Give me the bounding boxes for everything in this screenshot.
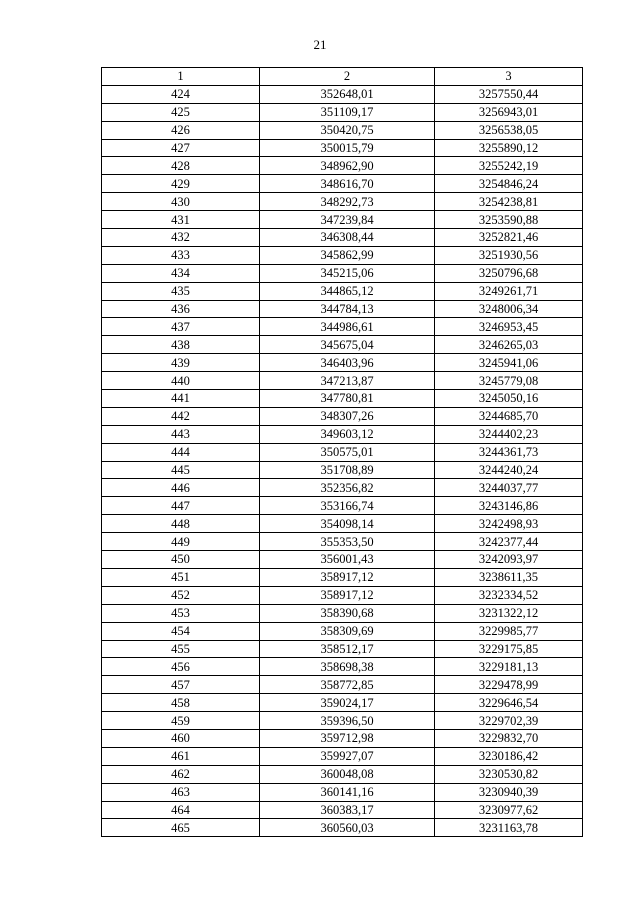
x-coordinate-cell: 354098,14 [260, 515, 435, 533]
table-row [102, 694, 583, 712]
x-coordinate-cell: 344784,13 [260, 300, 435, 318]
table-row [102, 604, 583, 622]
y-coordinate-cell: 3229181,13 [435, 658, 583, 676]
x-coordinate-cell: 355353,50 [260, 533, 435, 551]
x-coordinate-cell: 345862,99 [260, 246, 435, 264]
table-row [102, 390, 583, 408]
x-coordinate-cell: 360560,03 [260, 819, 435, 837]
x-coordinate-cell: 350420,75 [260, 121, 435, 139]
y-coordinate-cell: 3242377,44 [435, 533, 583, 551]
table-row [102, 443, 583, 461]
y-coordinate-cell: 3230530,82 [435, 765, 583, 783]
x-coordinate-cell: 347780,81 [260, 390, 435, 408]
y-coordinate-cell: 3231163,78 [435, 819, 583, 837]
table-row [102, 747, 583, 765]
y-coordinate-cell: 3246953,45 [435, 318, 583, 336]
x-coordinate-cell: 347213,87 [260, 372, 435, 390]
y-coordinate-cell: 3251930,56 [435, 246, 583, 264]
table-row [102, 783, 583, 801]
y-coordinate-cell: 3245941,06 [435, 354, 583, 372]
x-coordinate-cell: 346403,96 [260, 354, 435, 372]
x-coordinate-cell: 351109,17 [260, 103, 435, 121]
table-row [102, 354, 583, 372]
x-coordinate-cell: 348962,90 [260, 157, 435, 175]
table-row [102, 425, 583, 443]
table-row [102, 193, 583, 211]
x-coordinate-cell: 356001,43 [260, 551, 435, 569]
point-number-cell: 455 [102, 640, 260, 658]
table-row [102, 407, 583, 425]
y-coordinate-cell: 3257550,44 [435, 85, 583, 103]
y-coordinate-cell: 3244240,24 [435, 461, 583, 479]
y-coordinate-cell: 3229832,70 [435, 729, 583, 747]
table-row [102, 586, 583, 604]
x-coordinate-cell: 346308,44 [260, 229, 435, 247]
y-coordinate-cell: 3245050,16 [435, 390, 583, 408]
y-coordinate-cell: 3252821,46 [435, 229, 583, 247]
y-coordinate-cell: 3230977,62 [435, 801, 583, 819]
y-coordinate-cell: 3242093,97 [435, 551, 583, 569]
x-coordinate-cell: 345215,06 [260, 264, 435, 282]
y-coordinate-cell: 3244402,23 [435, 425, 583, 443]
point-number-cell: 436 [102, 300, 260, 318]
y-coordinate-cell: 3245779,08 [435, 372, 583, 390]
table-row [102, 801, 583, 819]
x-coordinate-cell: 348616,70 [260, 175, 435, 193]
table-row [102, 211, 583, 229]
column-header-2: 2 [260, 68, 435, 86]
point-number-cell: 426 [102, 121, 260, 139]
y-coordinate-cell: 3250796,68 [435, 264, 583, 282]
point-number-cell: 463 [102, 783, 260, 801]
table-row [102, 568, 583, 586]
x-coordinate-cell: 348307,26 [260, 407, 435, 425]
coordinates-table [101, 67, 583, 837]
x-coordinate-cell: 345675,04 [260, 336, 435, 354]
point-number-cell: 428 [102, 157, 260, 175]
point-number-cell: 439 [102, 354, 260, 372]
x-coordinate-cell: 348292,73 [260, 193, 435, 211]
table-row [102, 103, 583, 121]
table-row [102, 282, 583, 300]
x-coordinate-cell: 358917,12 [260, 568, 435, 586]
x-coordinate-cell: 350015,79 [260, 139, 435, 157]
point-number-cell: 425 [102, 103, 260, 121]
table-row [102, 85, 583, 103]
x-coordinate-cell: 353166,74 [260, 497, 435, 515]
x-coordinate-cell: 358698,38 [260, 658, 435, 676]
x-coordinate-cell: 351708,89 [260, 461, 435, 479]
table-row [102, 372, 583, 390]
x-coordinate-cell: 347239,84 [260, 211, 435, 229]
point-number-cell: 430 [102, 193, 260, 211]
table-row [102, 157, 583, 175]
table-row [102, 622, 583, 640]
y-coordinate-cell: 3229702,39 [435, 712, 583, 730]
point-number-cell: 437 [102, 318, 260, 336]
x-coordinate-cell: 344865,12 [260, 282, 435, 300]
table-row [102, 676, 583, 694]
x-coordinate-cell: 360141,16 [260, 783, 435, 801]
y-coordinate-cell: 3230940,39 [435, 783, 583, 801]
y-coordinate-cell: 3238611,35 [435, 568, 583, 586]
y-coordinate-cell: 3244361,73 [435, 443, 583, 461]
table-row [102, 121, 583, 139]
point-number-cell: 454 [102, 622, 260, 640]
y-coordinate-cell: 3229478,99 [435, 676, 583, 694]
y-coordinate-cell: 3230186,42 [435, 747, 583, 765]
x-coordinate-cell: 359396,50 [260, 712, 435, 730]
table-row [102, 229, 583, 247]
table-row [102, 729, 583, 747]
point-number-cell: 435 [102, 282, 260, 300]
point-number-cell: 456 [102, 658, 260, 676]
table-body [102, 85, 583, 836]
y-coordinate-cell: 3255890,12 [435, 139, 583, 157]
point-number-cell: 429 [102, 175, 260, 193]
x-coordinate-cell: 359024,17 [260, 694, 435, 712]
table-row [102, 461, 583, 479]
table-row [102, 479, 583, 497]
point-number-cell: 440 [102, 372, 260, 390]
y-coordinate-cell: 3243146,86 [435, 497, 583, 515]
y-coordinate-cell: 3229175,85 [435, 640, 583, 658]
x-coordinate-cell: 359927,07 [260, 747, 435, 765]
table-row [102, 658, 583, 676]
point-number-cell: 451 [102, 568, 260, 586]
point-number-cell: 441 [102, 390, 260, 408]
table-row [102, 318, 583, 336]
page-number: 21 [313, 37, 327, 52]
y-coordinate-cell: 3246265,03 [435, 336, 583, 354]
y-coordinate-cell: 3244037,77 [435, 479, 583, 497]
y-coordinate-cell: 3253590,88 [435, 211, 583, 229]
point-number-cell: 443 [102, 425, 260, 443]
table-row [102, 246, 583, 264]
x-coordinate-cell: 352648,01 [260, 85, 435, 103]
table-row [102, 175, 583, 193]
x-coordinate-cell: 349603,12 [260, 425, 435, 443]
table-row [102, 712, 583, 730]
point-number-cell: 447 [102, 497, 260, 515]
x-coordinate-cell: 358309,69 [260, 622, 435, 640]
point-number-cell: 433 [102, 246, 260, 264]
point-number-cell: 438 [102, 336, 260, 354]
table-row [102, 819, 583, 837]
table-row [102, 551, 583, 569]
point-number-cell: 462 [102, 765, 260, 783]
point-number-cell: 460 [102, 729, 260, 747]
point-number-cell: 434 [102, 264, 260, 282]
table-row [102, 264, 583, 282]
point-number-cell: 446 [102, 479, 260, 497]
table-row [102, 515, 583, 533]
x-coordinate-cell: 360048,08 [260, 765, 435, 783]
point-number-cell: 450 [102, 551, 260, 569]
table-row [102, 497, 583, 515]
x-coordinate-cell: 352356,82 [260, 479, 435, 497]
y-coordinate-cell: 3255242,19 [435, 157, 583, 175]
x-coordinate-cell: 358917,12 [260, 586, 435, 604]
x-coordinate-cell: 360383,17 [260, 801, 435, 819]
y-coordinate-cell: 3256943,01 [435, 103, 583, 121]
x-coordinate-cell: 358772,85 [260, 676, 435, 694]
point-number-cell: 452 [102, 586, 260, 604]
point-number-cell: 445 [102, 461, 260, 479]
table-row [102, 300, 583, 318]
point-number-cell: 457 [102, 676, 260, 694]
table-row [102, 640, 583, 658]
x-coordinate-cell: 350575,01 [260, 443, 435, 461]
column-header-1: 1 [102, 68, 260, 86]
y-coordinate-cell: 3229985,77 [435, 622, 583, 640]
point-number-cell: 442 [102, 407, 260, 425]
x-coordinate-cell: 358390,68 [260, 604, 435, 622]
point-number-cell: 427 [102, 139, 260, 157]
point-number-cell: 444 [102, 443, 260, 461]
point-number-cell: 461 [102, 747, 260, 765]
y-coordinate-cell: 3256538,05 [435, 121, 583, 139]
point-number-cell: 458 [102, 694, 260, 712]
table-row [102, 139, 583, 157]
table-header-row [102, 68, 583, 86]
point-number-cell: 464 [102, 801, 260, 819]
point-number-cell: 432 [102, 229, 260, 247]
y-coordinate-cell: 3242498,93 [435, 515, 583, 533]
y-coordinate-cell: 3248006,34 [435, 300, 583, 318]
column-header-3: 3 [435, 68, 583, 86]
y-coordinate-cell: 3244685,70 [435, 407, 583, 425]
point-number-cell: 453 [102, 604, 260, 622]
y-coordinate-cell: 3232334,52 [435, 586, 583, 604]
table-row [102, 533, 583, 551]
y-coordinate-cell: 3254238,81 [435, 193, 583, 211]
x-coordinate-cell: 359712,98 [260, 729, 435, 747]
y-coordinate-cell: 3254846,24 [435, 175, 583, 193]
point-number-cell: 459 [102, 712, 260, 730]
table-row [102, 765, 583, 783]
point-number-cell: 465 [102, 819, 260, 837]
y-coordinate-cell: 3249261,71 [435, 282, 583, 300]
y-coordinate-cell: 3229646,54 [435, 694, 583, 712]
table-row [102, 336, 583, 354]
point-number-cell: 448 [102, 515, 260, 533]
y-coordinate-cell: 3231322,12 [435, 604, 583, 622]
point-number-cell: 431 [102, 211, 260, 229]
x-coordinate-cell: 358512,17 [260, 640, 435, 658]
point-number-cell: 424 [102, 85, 260, 103]
x-coordinate-cell: 344986,61 [260, 318, 435, 336]
point-number-cell: 449 [102, 533, 260, 551]
